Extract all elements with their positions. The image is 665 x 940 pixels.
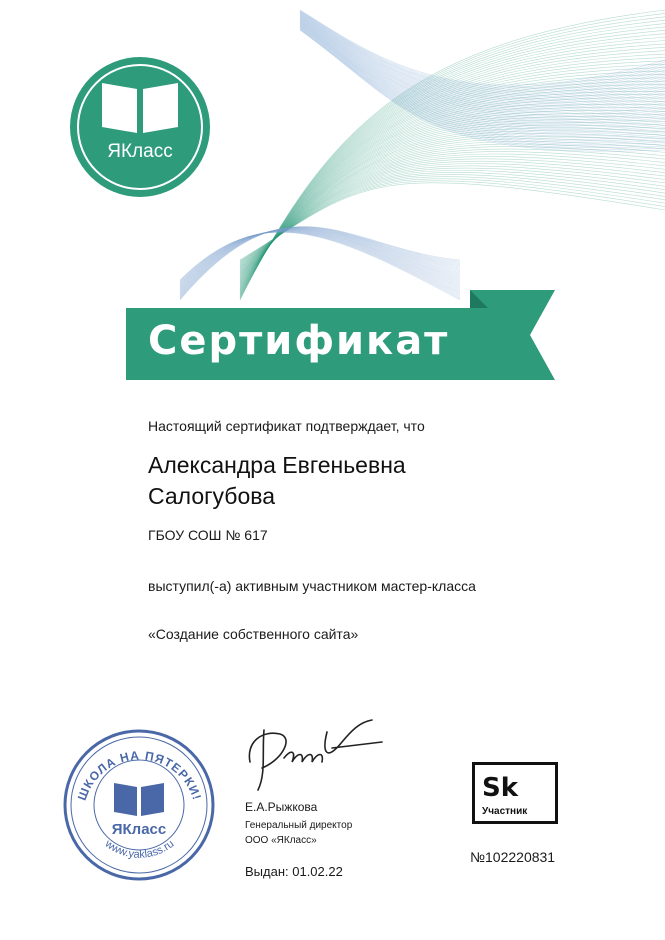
wave-line xyxy=(240,34,665,296)
confirm-text: Настоящий сертификат подтверждает, что xyxy=(148,418,425,434)
sk-logo: Sk xyxy=(482,773,519,803)
school-stamp xyxy=(62,728,217,883)
open-book-icon xyxy=(114,783,164,816)
signer-organization: ООО «ЯКласс» xyxy=(245,835,317,846)
wave-line xyxy=(300,23,665,126)
certificate-title: Сертификат xyxy=(148,318,450,364)
signer-position: Генеральный директор xyxy=(245,820,353,831)
role-text: выступил(-а) активным участником мастер-класса xyxy=(148,578,476,594)
wave-line xyxy=(240,81,665,286)
certificate-number: №102220831 xyxy=(470,849,556,865)
wave-line xyxy=(240,175,665,263)
logo-circle xyxy=(70,57,210,197)
sk-label: Участник xyxy=(482,806,528,817)
school-name: ГБОУ СОШ № 617 xyxy=(148,527,268,543)
logo-brand-name: ЯКласс xyxy=(107,141,173,162)
yaklass-logo xyxy=(55,55,225,200)
wave-line xyxy=(240,10,665,300)
sk-participant-badge xyxy=(472,762,558,824)
wave-line xyxy=(240,41,665,294)
recipient-name xyxy=(148,450,406,512)
event-title: «Создание собственного сайта» xyxy=(148,626,359,642)
stamp-bottom-text: www.yaklass.ru xyxy=(102,837,177,861)
recipient-name-line2: Салогубова xyxy=(148,483,275,509)
recipient-name-line1: Александра Евгеньевна xyxy=(148,452,406,478)
signature xyxy=(232,712,392,792)
issue-date: Выдан: 01.02.22 xyxy=(245,864,343,879)
signer-name: Е.А.Рыжкова xyxy=(245,800,318,814)
stamp-brand: ЯКласс xyxy=(111,821,167,838)
stamp-top-text: ШКОЛА НА ПЯТЕРКИ! xyxy=(74,748,205,803)
